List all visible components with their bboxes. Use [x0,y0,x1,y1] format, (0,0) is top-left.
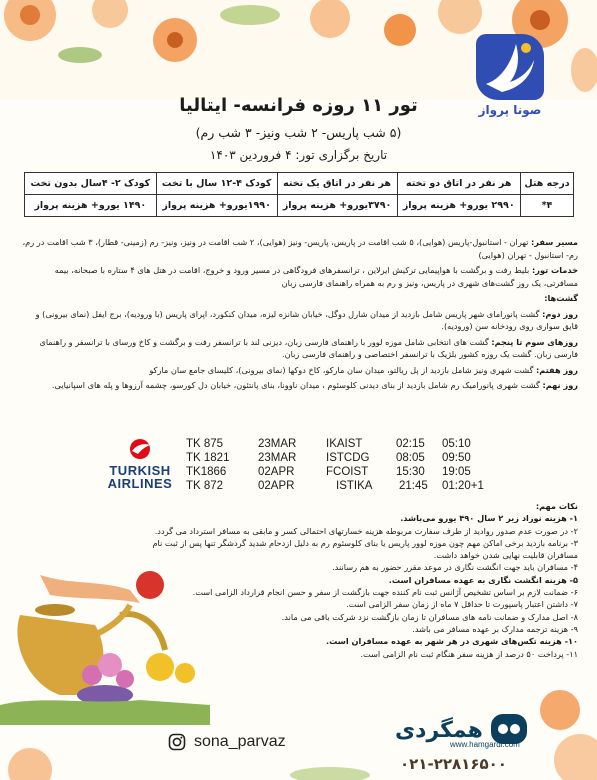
flight-row: TK 872 02APR ISTIKA 21:45 01:20+1 [186,480,484,492]
watermark-url: www.hamgardi.com [450,740,520,749]
header-child-no-bed: کودک ۲- ۴سال بدون تخت [25,173,157,195]
phone-number[interactable]: ۰۲۱-۲۲۸۱۶۵۰۰ [400,755,507,773]
tours-heading: گشت‌ها: [544,293,578,303]
note-item: ۴- مسافران باید جهت انگشت نگاری در موعد مقرر حضور به هم رسانند. [332,562,578,573]
cell-child-no-bed: ۱۴۹۰ یورو+ هزینه پرواز [25,195,157,217]
services-paragraph: خدمات تور: بلیط رفت و برگشت با هواپیمایی ترکیش ایرلاین ، ترانسفرهای فرودگاهی در مسیر ورود و خروج، اقامت در هتل های ۴ ستاره با صبحانه، بیمه مسافرتی، یک روز گشت‌های شهری در پاریس، ونیز و رم به همراه راهنمای فارسی زبان [54,265,578,288]
header-double-room: هر نفر در اتاق دو تخته [397,173,520,195]
note-item: ۶- ضمانت لازم بر اساس تشخیص آژانس ثبت نام کننده جهت بازگشت از سفر و حسن انجام قرارداد الزامی است. [192,587,578,598]
note-item: ۱۰- هزینه تکس‌های شهری در هر شهر به عهده مسافران است. [326,636,578,647]
note-item: ۳- برنامه بازدید برخی اماکن مهم چون موزه لوور پاریس یا بنای کلوسئوم رم به دلیل ازدحام شدید گردشگر تنها پس از ثبت نام مسافران قابلیت نهایی شدن خواهد داشت. [152,537,578,561]
notes-heading: نکات مهم: [535,501,578,511]
airline-bird-icon [123,438,157,460]
logo-caption: صونا پرواز [478,103,542,117]
tour-date: تاریخ برگزاری تور: ۴ فروردین ۱۴۰۳ [209,148,388,162]
flight-row: TK 1821 23MAR ISTCDG 08:05 09:50 [186,452,471,464]
tour-day-item: روز نهم: گشت شهری پانوراميک رم شامل بازدید از بنای دیدنی کلوسئوم ، میدان ناوونا، بنای پانتئون، خیابان دل کورسو، چشمه آرزوها و پله های اسپانیایی. [51,380,578,390]
flight-schedule [100,436,500,496]
route-paragraph: مسیر سفر: تهران - استانبول-پاریس (هوایی)، ۵ شب اقامت در پاریس، پاریس- ونیز (هوایی)، ۲ شب اقامت در ونیز، ونیز- رم (زمینی- قطار)، ۳ شب اقامت در رم، رم- استانبول - تهران (هوایی) [22,237,578,260]
flight-row: TK 875 23MAR IKAIST 02:15 05:10 [186,438,471,450]
price-table-header [25,173,574,195]
page-title: تور ۱۱ روزه فرانسه- ایتالیا [179,95,418,116]
note-item: ۵- هزینه انگشت نگاری به عهده مسافران است. [388,574,578,585]
header-hotel-class: درجه هتل [520,173,573,195]
note-item: ۷- داشتن اعتبار پاسپورت تا حداقل ۷ ماه از زمان سفر الزامی است. [346,599,578,610]
price-table-row [25,195,574,217]
tour-day-item: روزهای سوم تا پنجم: گشت های انتخابی شامل موزه لوور با راهنمای فارسی زبان، دیزنی لند با ترانسفر رفت و برگشت و کاخ ورسای با ترانسفر و راهنمای فارسی زبان. گشت یک روزه کشور بلژیک با ترانسفر اختصاصی و راهنمای فارسی زبان. [39,336,578,359]
tour-day-item: روز هفتم: گشت شهری ونیز شامل بازدید از پل ریالتو، میدان سان مارکو، کاخ دوکها (نمای بیرونی)، کلیسای جامع سان مارکو [149,364,578,375]
cell-single-room: ۳۷۹۰یورو+ هزینه پرواز [277,195,397,217]
header-child-with-bed: کودک ۴-۱۲ سال با تخت [156,173,277,195]
header-single-room: هر نفر در اتاق یک تخته [277,173,397,195]
tour-subtitle: (۵ شب پاریس- ۲ شب ونیز- ۳ شب رم) [195,125,402,140]
turkish-airlines-logo [104,438,176,490]
airline-name-line1: TURKISH [109,463,171,478]
cell-hotel-class: ۴* [520,195,573,217]
watermark-text: همگردی [395,717,483,743]
flight-row: TK1866 02APR FCOIST 15:30 19:05 [186,466,471,478]
airline-name-line2: AIRLINES [107,476,173,491]
tour-details [20,236,578,395]
price-table [24,172,574,217]
note-item: ۹- هزینه ترجمه مدارک بر عهده مسافر می باشد. [412,623,578,634]
note-item: ۲- در صورت عدم صدور روادید از طرف سفارت مربوطه هزینه خسارتهای احتمالی کسر و مابقی به مسافر استرداد می گردد. [154,525,578,536]
important-notes [150,500,578,660]
cell-double-room: ۲۹۹۰ یورو+ هزینه پرواز [397,195,520,217]
instagram-handle[interactable] [168,733,286,751]
instagram-text: sona_parvaz [194,733,286,750]
cell-child-with-bed: ۱۹۹۰یورو+ هزینه پرواز [156,195,277,217]
note-item: ۸- اصل مدارک و ضمانت نامه های مسافران تا زمان بازگشت نزد شرکت باقی می ماند. [281,611,578,622]
note-item: ۱۱- پرداخت ۵۰ درصد از هزینه سفر هنگام ثبت نام الزامی است. [360,648,578,659]
tour-day-item: روز دوم: گشت پانورامای شهر پاریس شامل بازدید از میدان شارل دوگل، خیابان شانزه لیزه، میدان کنکورد، اپرای پاریس (با ورودیه)، برج ایفل (نمای بیرونی) و قایق سواری روی رودخانه سن (ورودیه). [35,308,578,331]
note-item: ۱- هزینه نوزاد زیر ۲ سال ۴۹۰ یورو می‌باشد. [400,513,578,524]
instagram-icon [168,733,186,751]
logo-bird-icon [476,34,544,100]
